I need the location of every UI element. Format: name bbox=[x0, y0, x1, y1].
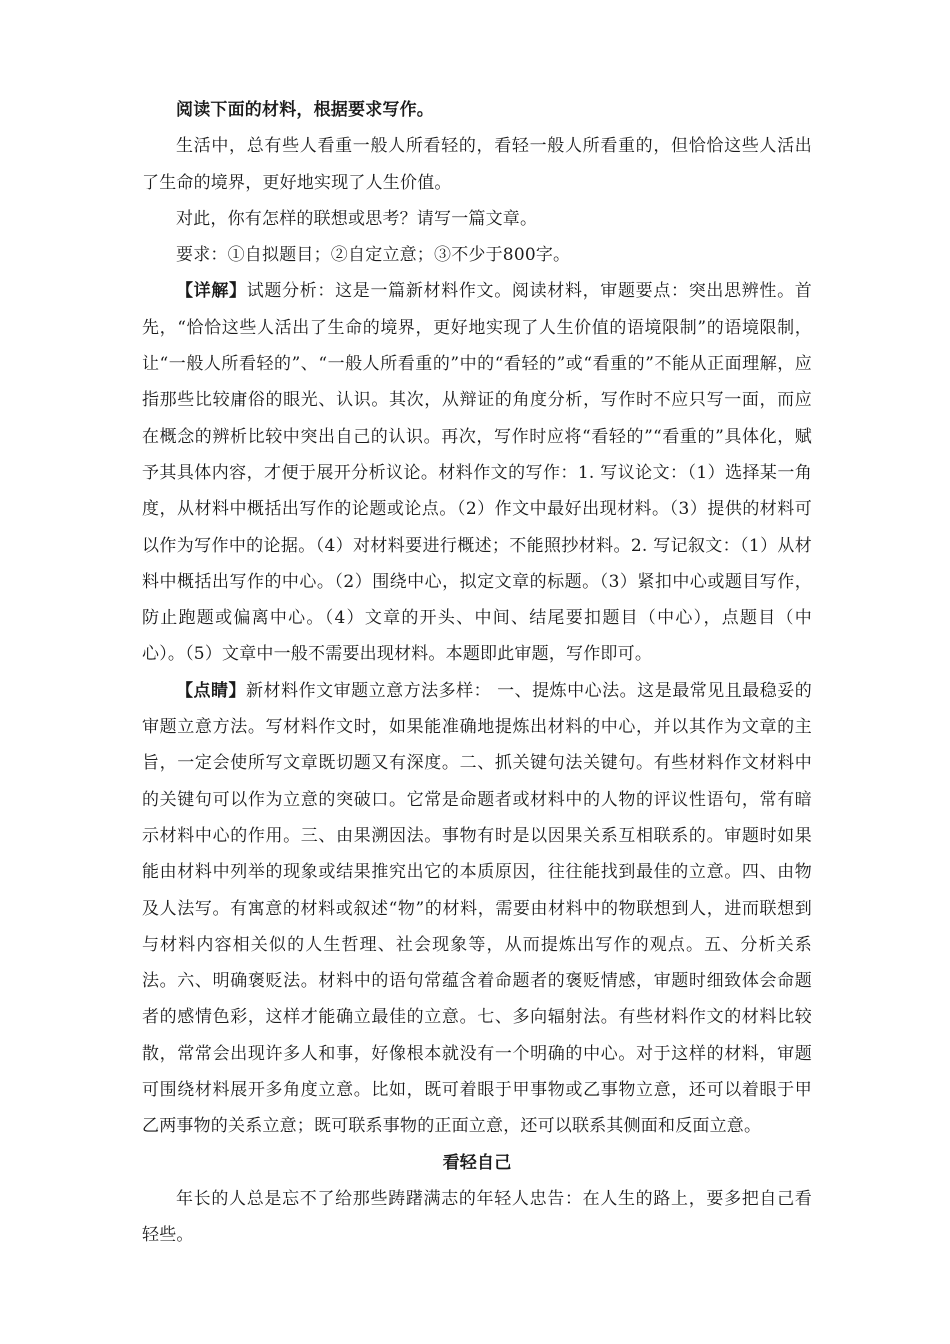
document-page bbox=[142, 92, 812, 1254]
analysis-text: 试题分析：这是一篇新材料作文。阅读材料，审题要点：突出思辨性。首先，“恰恰这些人活出了生命的境界，更好地实现了人生价值的语境限制”的语境限制，让“一般人所看轻的”、“一般人所看重的”中的“看轻的”或“看重的”不能从正面理解，应指那些比较庸俗的眼光、认识。其次，从辩证的角度分析，写作时不应只写一面，而应在概念的辨析比较中突出自己的认识。再次，写作时应将“看轻的”“看重的”具体化，赋予其具体内容，才便于展开分析议论。材料作文的写作：1. 写议论文：（1）选择某一角度，从材料中概括出写作的论题或论点。（2）作文中最好出现材料。（3）提供的材料可以作为写作中的论据。（4）对材料要进行概述；不能照抄材料。2. 写记叙文：（1）从材料中概括出写作的中心。（2）围绕中心，拟定文章的标题。（3）紧扣中心或题目写作，防止跑题或偏离中心。（4）文章的开头、中间、结尾要扣题目（中心），点题目（中心）。（5）文章中一般不需要出现材料。本题即此审题，写作即可。 bbox=[142, 281, 812, 665]
tips-paragraph bbox=[142, 673, 812, 1145]
tips-label: 【点睛】 bbox=[176, 680, 247, 701]
analysis-label: 【详解】 bbox=[176, 281, 247, 302]
essay-title: 看轻自己 bbox=[442, 1152, 512, 1173]
tips-text: 新材料作文审题立意方法多样： 一、提炼中心法。这是最常见且最稳妥的审题立意方法。写材料作文时，如果能准确地提炼出材料的中心，并以其作为文章的主旨，一定会使所写文章既切题又有深度。二、抓关键句法关键句。有些材料作文材料中的关键句可以作为立意的突破口。它常是命题者或材料中的人物的评议性语句，常有暗示材料中心的作用。三、由果溯因法。事物有时是以因果关系互相联系的。审题时如果能由材料中列举的现象或结果推究出它的本质原因，往往能找到最佳的立意。四、由物及人法写。有寓意的材料或叙述“物”的材料，需要由材料中的物联想到人，进而联想到与材料内容相关似的人生哲理、社会现象等，从而提炼出写作的观点。五、分析关系法。六、明确褒贬法。材料中的语句常蕴含着命题者的褒贬情感，审题时细致体会命题者的感情色彩，这样才能确立最佳的立意。七、多向辐射法。有些材料作文的材料比较散，常常会出现许多人和事，好像根本就没有一个明确的中心。对于这样的材料，审题可围绕材料展开多角度立意。比如，既可着眼于甲事物或乙事物立意，还可以着眼于甲乙两事物的关系立意；既可联系事物的正面立意，还可以联系其侧面和反面立意。 bbox=[142, 680, 812, 1137]
instruction-heading: 阅读下面的材料，根据要求写作。 bbox=[176, 100, 434, 120]
requirement-paragraph: 要求：①自拟题目；②自定立意；③不少于800字。 bbox=[176, 245, 571, 266]
analysis-paragraph bbox=[142, 273, 812, 672]
essay-first-paragraph: 年长的人总是忘不了给那些踌躇满志的年轻人忠告：在人生的路上，要多把自己看轻些。 bbox=[142, 1188, 812, 1246]
material-paragraph: 生活中，总有些人看重一般人所看轻的，看轻一般人所看重的，但恰恰这些人活出了生命的境界，更好地实现了人生价值。 bbox=[142, 136, 812, 193]
prompt-paragraph: 对此，你有怎样的联想或思考？请写一篇文章。 bbox=[176, 208, 538, 229]
